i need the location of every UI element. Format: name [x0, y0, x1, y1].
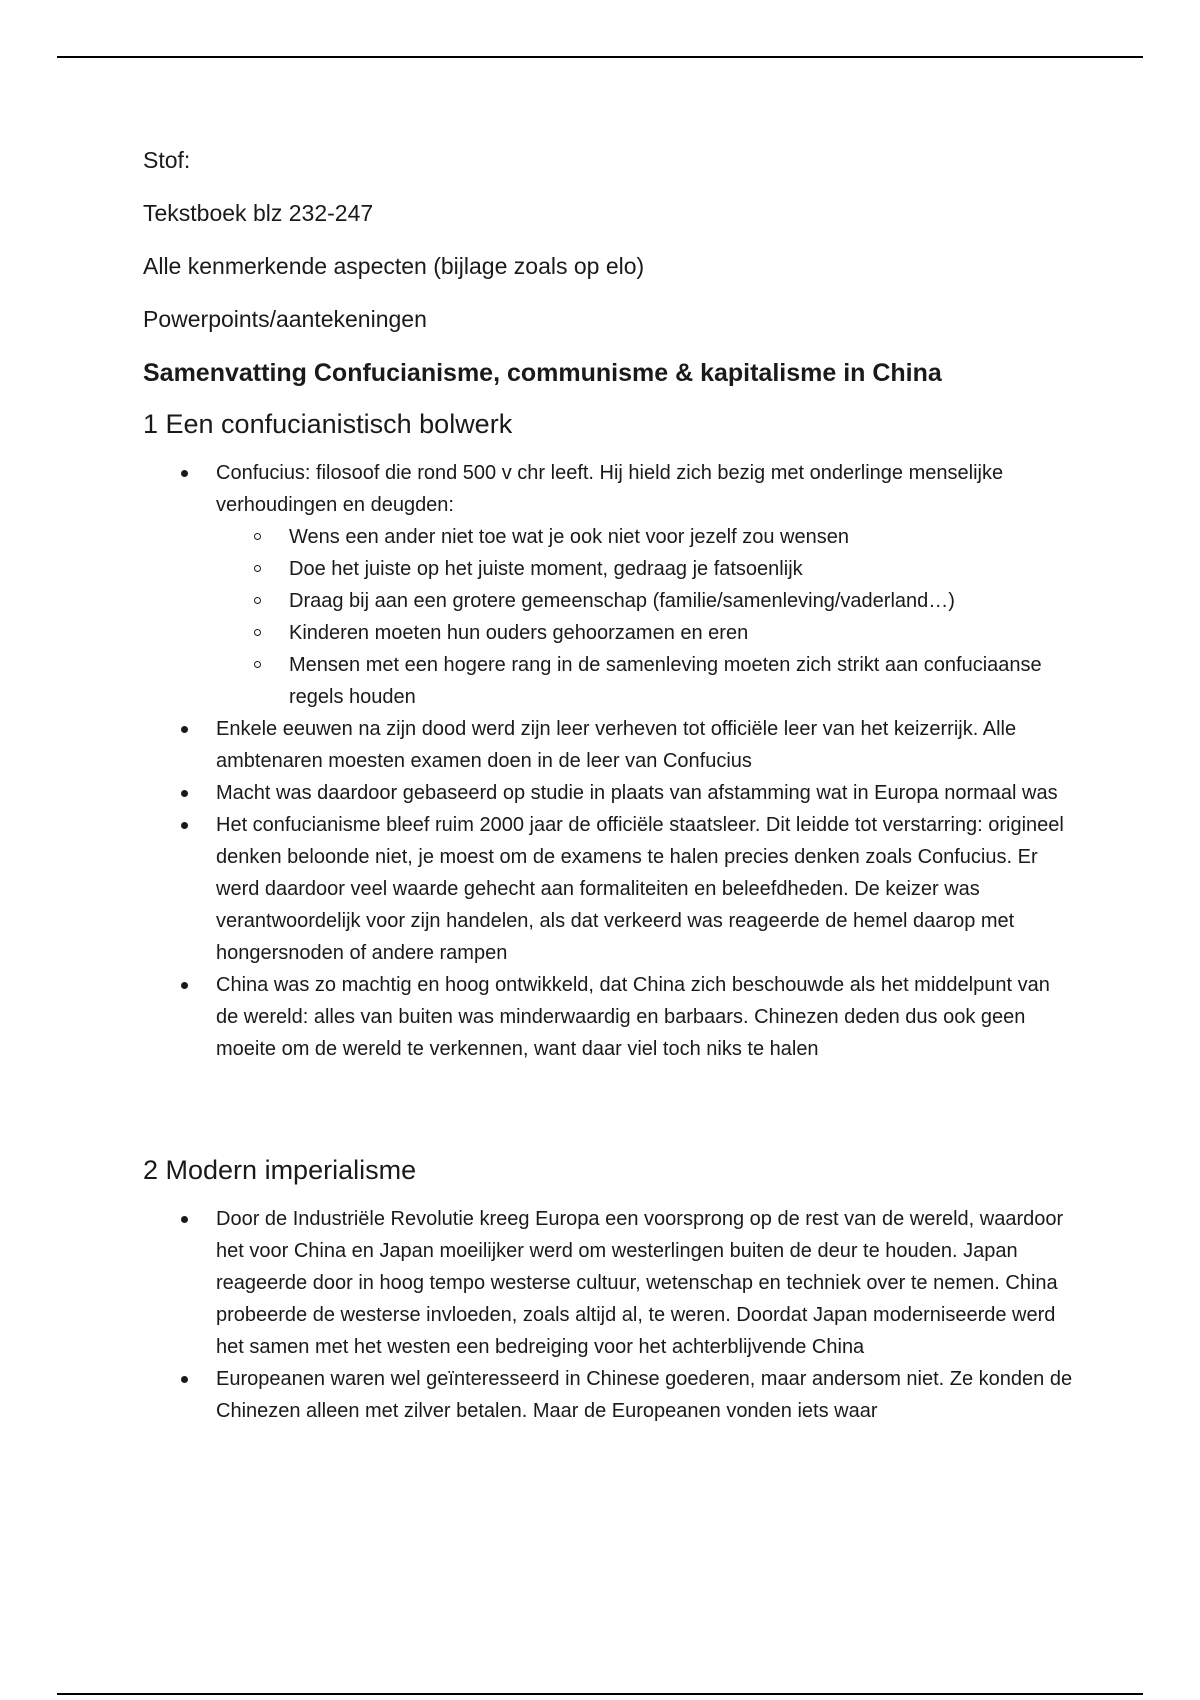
bullet-icon [181, 1376, 188, 1383]
section-1-heading: 1 Een confucianistisch bolwerk [143, 409, 513, 439]
sub-list-item-text: Kinderen moeten hun ouders gehoorzamen en eren [289, 622, 749, 644]
circle-bullet-icon [254, 597, 261, 604]
bullet-icon [181, 1216, 188, 1223]
section-1-list [143, 457, 1073, 1065]
bullet-icon [181, 982, 188, 989]
circle-bullet-icon [254, 629, 261, 636]
intro-line-textbook: Tekstboek blz 232-247 [143, 200, 374, 226]
list-item [143, 809, 1073, 969]
bullet-icon [181, 470, 188, 477]
list-item-text: Confucius: filosoof die rond 500 v chr leeft. Hij hield zich bezig met onderlinge menselijke verhoudingen en deugden: [216, 462, 1004, 516]
list-item-text: Europeanen waren wel geïnteresseerd in Chinese goederen, maar andersom niet. Ze konden de Chinezen alleen met zilver betalen. Maar de Europeanen vonden iets waar [216, 1368, 1073, 1422]
list-item-text: Door de Industriële Revolutie kreeg Europa een voorsprong op de rest van de wereld, waardoor het voor China en Japan moeilijker werd om westerlingen buiten de deur te houden. Japan reageerde door in hoog tempo westerse cultuur, wetenschap en techniek over te nemen. China probeerde de westerse invloeden, zoals altijd al, te weren. Doordat Japan moderniseerde werd het samen met het westen een bedreiging voor het achterblijvende China [216, 1208, 1064, 1358]
bullet-icon [181, 726, 188, 733]
intro-line-aspects: Alle kenmerkende aspecten (bijlage zoals op elo) [143, 253, 645, 279]
intro-line-stof: Stof: [143, 147, 191, 173]
list-item [143, 1203, 1073, 1363]
list-item-text: China was zo machtig en hoog ontwikkeld, dat China zich beschouwde als het middelpunt van de wereld: alles van buiten was minderwaardig en barbaars. Chinezen deden dus ook geen moeite om de wereld te verkennen, want daar viel toch niks te halen [216, 974, 1050, 1060]
document-title: Samenvatting Confucianisme, communisme & kapitalisme in China [143, 359, 942, 387]
list-item [143, 969, 1073, 1065]
sub-list-item [216, 617, 1073, 649]
sub-list-item [216, 585, 1073, 617]
document-body [143, 145, 1073, 1427]
sub-list-item-text: Doe het juiste op het juiste moment, gedraag je fatsoenlijk [289, 558, 803, 580]
circle-bullet-icon [254, 565, 261, 572]
list-item [143, 713, 1073, 777]
bottom-rule [57, 1693, 1143, 1695]
circle-bullet-icon [254, 533, 261, 540]
list-item-text: Enkele eeuwen na zijn dood werd zijn leer verheven tot officiële leer van het keizerrijk. Alle ambtenaren moesten examen doen in de leer van Confucius [216, 718, 1017, 772]
bullet-icon [181, 790, 188, 797]
section-spacer [143, 1065, 1073, 1153]
list-item [143, 1363, 1073, 1427]
circle-bullet-icon [254, 661, 261, 668]
sub-list-item-text: Wens een ander niet toe wat je ook niet voor jezelf zou wensen [289, 526, 849, 548]
list-item-text: Het confucianisme bleef ruim 2000 jaar de officiële staatsleer. Dit leidde tot verstarring: origineel denken beloonde niet, je moest om de examens te halen precies denken zoals Confucius. Er werd daardoor veel waarde gehecht aan formaliteiten en beleefdheden. De keizer was verantwoordelijk voor zijn handelen, als dat verkeerd was reageerde de hemel daarop met hongersnoden of andere rampen [216, 814, 1064, 964]
sub-list-item [216, 521, 1073, 553]
sub-list-item [216, 553, 1073, 585]
list-item-text: Macht was daardoor gebaseerd op studie in plaats van afstamming wat in Europa normaal was [216, 782, 1058, 804]
sub-list [216, 521, 1073, 713]
section-2-list [143, 1203, 1073, 1427]
sub-list-item-text: Draag bij aan een grotere gemeenschap (familie/samenleving/vaderland…) [289, 590, 955, 612]
sub-list-item [216, 649, 1073, 713]
intro-line-powerpoints: Powerpoints/aantekeningen [143, 306, 427, 332]
section-2-heading: 2 Modern imperialisme [143, 1155, 417, 1185]
bullet-icon [181, 822, 188, 829]
sub-list-item-text: Mensen met een hogere rang in de samenleving moeten zich strikt aan confuciaanse regels houden [289, 654, 1042, 708]
top-rule [57, 56, 1143, 58]
list-item [143, 457, 1073, 713]
list-item [143, 777, 1073, 809]
